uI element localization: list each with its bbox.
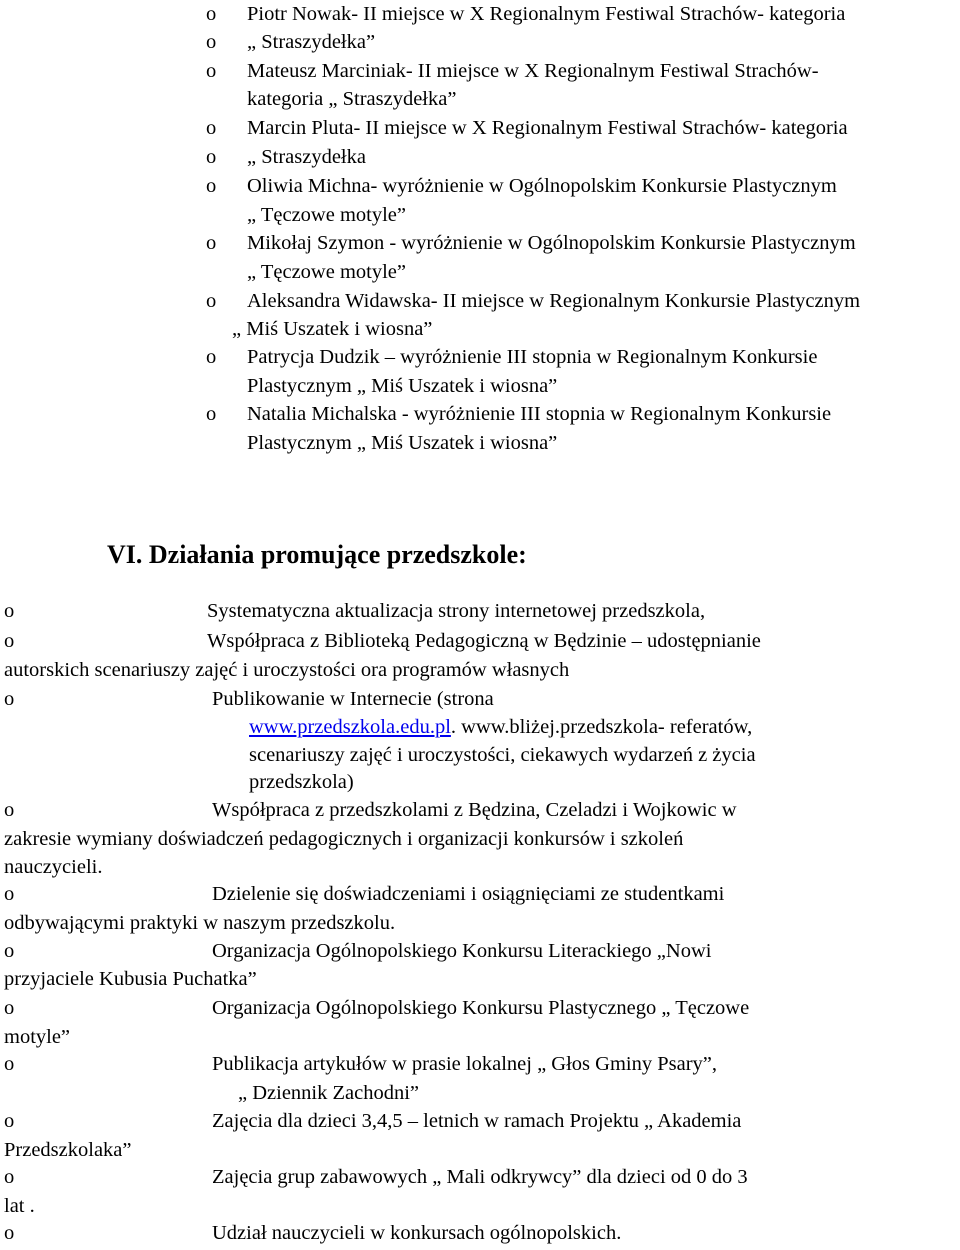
award-text: Marcin Pluta- II miejsce w X Regionalnym Festiwal Strachów- kategoria <box>247 117 848 139</box>
promo-text: Systematyczna aktualizacja strony internetowej przedszkola, <box>207 600 706 622</box>
list-bullet: o <box>206 290 217 312</box>
list-bullet: o <box>206 146 217 168</box>
award-text: Oliwia Michna- wyróżnienie w Ogólnopolskim Konkursie Plastycznym <box>247 175 837 197</box>
list-bullet: o <box>206 117 217 139</box>
promo-text-rest: . www.bliżej.przedszkola- referatów, <box>450 716 753 738</box>
list-bullet: o <box>206 175 217 197</box>
list-bullet: o <box>4 1222 15 1244</box>
list-bullet: o <box>206 403 217 425</box>
promo-text: przyjaciele Kubusia Puchatka” <box>4 968 257 990</box>
promo-text: nauczycieli. <box>4 856 103 878</box>
list-bullet: o <box>4 1053 15 1075</box>
website-link[interactable]: www.przedszkola.edu.pl <box>249 716 451 738</box>
award-text: Aleksandra Widawska- II miejsce w Regionalnym Konkursie Plastycznym <box>247 290 861 312</box>
award-text: kategoria „ Straszydełka” <box>247 88 457 110</box>
promo-text: Udział nauczycieli w konkursach ogólnopolskich. <box>212 1222 622 1244</box>
promo-text: Współpraca z przedszkolami z Będzina, Czeladzi i Wojkowic w <box>212 799 737 821</box>
award-text: Plastycznym „ Miś Uszatek i wiosna” <box>247 432 558 454</box>
award-text: Piotr Nowak- II miejsce w X Regionalnym Festiwal Strachów- kategoria <box>247 3 846 25</box>
list-bullet: o <box>206 60 217 82</box>
promo-text: Publikowanie w Internecie (strona <box>212 688 494 710</box>
promo-text: scenariuszy zajęć i uroczystości, ciekawych wydarzeń z życia <box>249 744 756 766</box>
award-text: Plastycznym „ Miś Uszatek i wiosna” <box>247 375 558 397</box>
award-text: „ Straszydełka” <box>247 31 376 53</box>
list-bullet: o <box>4 630 15 652</box>
award-text: „ Straszydełka <box>247 146 366 168</box>
section-heading: VI. Działania promujące przedszkole: <box>107 540 527 569</box>
promo-text: Współpraca z Biblioteką Pedagogiczną w Będzinie – udostępnianie <box>207 630 761 652</box>
promo-text <box>249 713 752 741</box>
list-bullet: o <box>4 1166 15 1188</box>
promo-text: odbywającymi praktyki w naszym przedszkolu. <box>4 912 396 934</box>
promo-text: autorskich scenariuszy zajęć i uroczystości ora programów własnych <box>4 659 570 681</box>
list-bullet: o <box>206 346 217 368</box>
award-text: Patrycja Dudzik – wyróżnienie III stopnia w Regionalnym Konkursie <box>247 346 818 368</box>
list-bullet: o <box>4 1110 15 1132</box>
promo-text: „ Dziennik Zachodni” <box>238 1082 420 1104</box>
promo-text: motyle” <box>4 1026 71 1048</box>
promo-text: Zajęcia grup zabawowych „ Mali odkrywcy” dla dzieci od 0 do 3 <box>212 1166 748 1188</box>
list-bullet: o <box>206 3 217 25</box>
list-bullet: o <box>206 31 217 53</box>
list-bullet: o <box>4 940 15 962</box>
award-text: „ Miś Uszatek i wiosna” <box>232 318 433 340</box>
award-text: Mikołaj Szymon - wyróżnienie w Ogólnopolskim Konkursie Plastycznym <box>247 232 856 254</box>
promo-text: Organizacja Ogólnopolskiego Konkursu Literackiego „Nowi <box>212 940 712 962</box>
list-bullet: o <box>4 600 15 622</box>
list-bullet: o <box>4 883 15 905</box>
list-bullet: o <box>4 997 15 1019</box>
promo-text: Organizacja Ogólnopolskiego Konkursu Plastycznego „ Tęczowe <box>212 997 750 1019</box>
award-text: „ Tęczowe motyle” <box>247 261 406 283</box>
list-bullet: o <box>4 799 15 821</box>
list-bullet: o <box>206 232 217 254</box>
award-text: Mateusz Marciniak- II miejsce w X Regionalnym Festiwal Strachów- <box>247 60 819 82</box>
award-text: Natalia Michalska - wyróżnienie III stopnia w Regionalnym Konkursie <box>247 403 832 425</box>
promo-text: Publikacja artykułów w prasie lokalnej „ Głos Gminy Psary”, <box>212 1053 717 1075</box>
award-text: „ Tęczowe motyle” <box>247 204 406 226</box>
promo-text: lat . <box>4 1195 35 1217</box>
promo-text: przedszkola) <box>249 771 354 793</box>
promo-text: zakresie wymiany doświadczeń pedagogicznych i organizacji konkursów i szkoleń <box>4 828 684 850</box>
promo-text: Zajęcia dla dzieci 3,4,5 – letnich w ramach Projektu „ Akademia <box>212 1110 742 1132</box>
list-bullet: o <box>4 688 15 710</box>
promo-text: Przedszkolaka” <box>4 1139 132 1161</box>
promo-text: Dzielenie się doświadczeniami i osiągnięciami ze studentkami <box>212 883 725 905</box>
